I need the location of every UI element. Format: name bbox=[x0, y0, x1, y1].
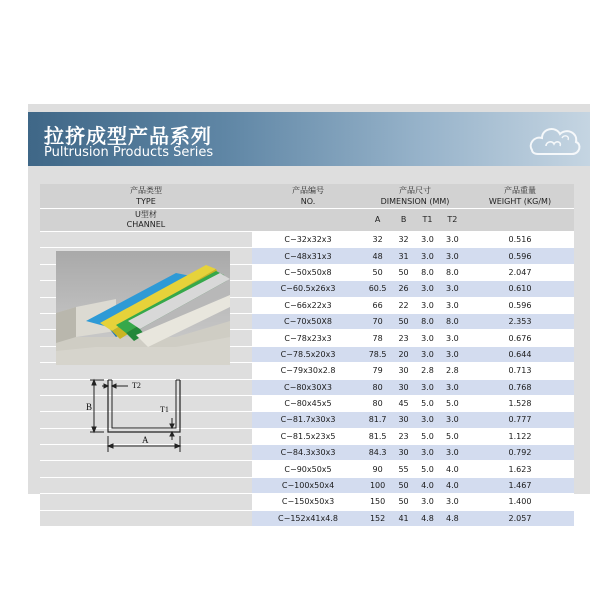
cell-a: 50 bbox=[364, 264, 391, 280]
cell-w: 0.644 bbox=[466, 346, 574, 362]
cell-a: 150 bbox=[364, 494, 391, 510]
header-weight-en: WEIGHT (KG/M) bbox=[488, 197, 552, 206]
cell-b: 30 bbox=[391, 363, 416, 379]
cell-t2: 3.0 bbox=[439, 297, 466, 313]
cell-b: 20 bbox=[391, 346, 416, 362]
cell-t1: 3.0 bbox=[416, 248, 439, 264]
cell-no: C−80x30X3 bbox=[252, 379, 364, 395]
header-no bbox=[252, 184, 364, 209]
cell-a: 66 bbox=[364, 297, 391, 313]
header-col-a: A bbox=[364, 209, 391, 232]
cell-t2: 5.0 bbox=[439, 395, 466, 411]
cell-t1: 5.0 bbox=[416, 461, 439, 477]
table-row bbox=[40, 232, 574, 248]
cell-t2: 4.0 bbox=[439, 477, 466, 493]
cell-w: 0.596 bbox=[466, 248, 574, 264]
header-banner bbox=[28, 112, 590, 166]
cell-w: 1.122 bbox=[466, 428, 574, 444]
cell-a: 48 bbox=[364, 248, 391, 264]
cell-t1: 3.0 bbox=[416, 330, 439, 346]
cell-b: 30 bbox=[391, 445, 416, 461]
cell-w: 0.792 bbox=[466, 445, 574, 461]
header-col-t2: T2 bbox=[439, 209, 466, 232]
subheader-no-blank bbox=[252, 209, 364, 232]
cell-t2: 8.0 bbox=[439, 313, 466, 329]
table-row bbox=[40, 461, 574, 477]
cell-w: 2.047 bbox=[466, 264, 574, 280]
cell-t1: 3.0 bbox=[416, 379, 439, 395]
product-photo bbox=[56, 251, 230, 365]
cell-a: 78.5 bbox=[364, 346, 391, 362]
cell-t1: 3.0 bbox=[416, 281, 439, 297]
cell-a: 81.7 bbox=[364, 412, 391, 428]
table-subheader-row bbox=[40, 209, 574, 232]
cell-t1: 3.0 bbox=[416, 232, 439, 248]
cell-w: 0.610 bbox=[466, 281, 574, 297]
cell-no: C−81.5x23x5 bbox=[252, 428, 364, 444]
cell-b: 50 bbox=[391, 313, 416, 329]
cell-w: 0.777 bbox=[466, 412, 574, 428]
header-weight-cn: 产品重量 bbox=[503, 186, 536, 195]
table-row bbox=[40, 510, 574, 526]
row-gap-cell bbox=[40, 494, 252, 510]
header-no-cn: 产品编号 bbox=[292, 186, 325, 195]
table-row bbox=[40, 494, 574, 510]
label-t1: T1 bbox=[160, 405, 169, 414]
subheader-type bbox=[40, 209, 252, 232]
cell-a: 80 bbox=[364, 379, 391, 395]
row-gap-cell bbox=[40, 461, 252, 477]
cell-t1: 4.0 bbox=[416, 477, 439, 493]
cell-t2: 3.0 bbox=[439, 494, 466, 510]
cell-w: 2.353 bbox=[466, 313, 574, 329]
channel-section-drawing bbox=[84, 372, 204, 458]
cell-a: 78 bbox=[364, 330, 391, 346]
cell-t2: 3.0 bbox=[439, 412, 466, 428]
cell-no: C−100x50x4 bbox=[252, 477, 364, 493]
cell-no: C−78x23x3 bbox=[252, 330, 364, 346]
cell-no: C−50x50x8 bbox=[252, 264, 364, 280]
cell-a: 60.5 bbox=[364, 281, 391, 297]
row-gap-cell bbox=[40, 232, 252, 248]
cell-a: 100 bbox=[364, 477, 391, 493]
cell-b: 23 bbox=[391, 428, 416, 444]
row-gap-cell bbox=[40, 510, 252, 526]
table-row bbox=[40, 477, 574, 493]
cell-t1: 4.8 bbox=[416, 510, 439, 526]
cell-w: 0.596 bbox=[466, 297, 574, 313]
cell-no: C−90x50x5 bbox=[252, 461, 364, 477]
table-header-row bbox=[40, 184, 574, 209]
cell-no: C−81.7x30x3 bbox=[252, 412, 364, 428]
cell-w: 1.623 bbox=[466, 461, 574, 477]
cell-t1: 5.0 bbox=[416, 428, 439, 444]
cell-t1: 3.0 bbox=[416, 494, 439, 510]
cell-no: C−79x30x2.8 bbox=[252, 363, 364, 379]
cell-b: 50 bbox=[391, 494, 416, 510]
cell-t1: 3.0 bbox=[416, 346, 439, 362]
subheader-type-cn: U型材 bbox=[135, 210, 157, 219]
header-col-b: B bbox=[391, 209, 416, 232]
cell-t1: 8.0 bbox=[416, 313, 439, 329]
header-dimension bbox=[364, 184, 466, 209]
cell-no: C−66x22x3 bbox=[252, 297, 364, 313]
cell-no: C−60.5x26x3 bbox=[252, 281, 364, 297]
cell-w: 0.713 bbox=[466, 363, 574, 379]
cell-t1: 2.8 bbox=[416, 363, 439, 379]
cell-no: C−84.3x30x3 bbox=[252, 445, 364, 461]
cell-t2: 3.0 bbox=[439, 248, 466, 264]
cell-b: 31 bbox=[391, 248, 416, 264]
cell-b: 45 bbox=[391, 395, 416, 411]
cell-a: 32 bbox=[364, 232, 391, 248]
cell-t2: 4.0 bbox=[439, 461, 466, 477]
cell-t2: 3.0 bbox=[439, 330, 466, 346]
header-weight bbox=[466, 184, 574, 209]
cell-w: 1.400 bbox=[466, 494, 574, 510]
cell-w: 1.528 bbox=[466, 395, 574, 411]
channel-profiles-image bbox=[56, 251, 230, 365]
cell-a: 81.5 bbox=[364, 428, 391, 444]
cell-t1: 3.0 bbox=[416, 445, 439, 461]
cell-t1: 3.0 bbox=[416, 412, 439, 428]
cell-b: 22 bbox=[391, 297, 416, 313]
label-t2: T2 bbox=[132, 381, 141, 390]
page-title-en: Pultrusion Products Series bbox=[44, 145, 214, 160]
cell-a: 79 bbox=[364, 363, 391, 379]
cell-no: C−150x50x3 bbox=[252, 494, 364, 510]
cell-b: 30 bbox=[391, 379, 416, 395]
cell-no: C−80x45x5 bbox=[252, 395, 364, 411]
cell-b: 30 bbox=[391, 412, 416, 428]
cell-t2: 3.0 bbox=[439, 346, 466, 362]
cell-no: C−48x31x3 bbox=[252, 248, 364, 264]
cell-w: 0.768 bbox=[466, 379, 574, 395]
cell-b: 50 bbox=[391, 477, 416, 493]
cell-t2: 3.0 bbox=[439, 379, 466, 395]
subheader-type-en: CHANNEL bbox=[126, 220, 166, 229]
header-dim-en: DIMENSION (MM) bbox=[380, 197, 450, 206]
cell-b: 32 bbox=[391, 232, 416, 248]
cell-a: 84.3 bbox=[364, 445, 391, 461]
cell-w: 1.467 bbox=[466, 477, 574, 493]
cell-t1: 3.0 bbox=[416, 297, 439, 313]
cell-t2: 5.0 bbox=[439, 428, 466, 444]
label-b: B bbox=[86, 402, 93, 412]
cell-t2: 3.0 bbox=[439, 232, 466, 248]
cell-t1: 8.0 bbox=[416, 264, 439, 280]
cell-b: 26 bbox=[391, 281, 416, 297]
cell-no: C−78.5x20x3 bbox=[252, 346, 364, 362]
cell-t2: 2.8 bbox=[439, 363, 466, 379]
cell-a: 80 bbox=[364, 395, 391, 411]
cell-b: 23 bbox=[391, 330, 416, 346]
header-no-en: NO. bbox=[300, 197, 316, 206]
row-gap-cell bbox=[40, 477, 252, 493]
cell-a: 70 bbox=[364, 313, 391, 329]
cell-t1: 5.0 bbox=[416, 395, 439, 411]
cell-b: 41 bbox=[391, 510, 416, 526]
label-a: A bbox=[142, 435, 149, 445]
cloud-ornament-icon bbox=[526, 120, 582, 160]
cell-w: 0.516 bbox=[466, 232, 574, 248]
cell-no: C−32x32x3 bbox=[252, 232, 364, 248]
cell-t2: 4.8 bbox=[439, 510, 466, 526]
cell-b: 55 bbox=[391, 461, 416, 477]
cell-w: 2.057 bbox=[466, 510, 574, 526]
page-title-cn: 拉挤成型产品系列 bbox=[44, 124, 212, 148]
header-col-t1: T1 bbox=[416, 209, 439, 232]
subheader-weight-blank bbox=[466, 209, 574, 232]
cell-no: C−152x41x4.8 bbox=[252, 510, 364, 526]
cell-a: 152 bbox=[364, 510, 391, 526]
cell-t2: 8.0 bbox=[439, 264, 466, 280]
cell-t2: 3.0 bbox=[439, 445, 466, 461]
cell-w: 0.676 bbox=[466, 330, 574, 346]
header-type bbox=[40, 184, 252, 209]
cell-b: 50 bbox=[391, 264, 416, 280]
cell-a: 90 bbox=[364, 461, 391, 477]
header-type-cn: 产品类型 bbox=[129, 186, 162, 195]
header-type-en: TYPE bbox=[136, 197, 156, 206]
cell-no: C−70x50X8 bbox=[252, 313, 364, 329]
header-dim-cn: 产品尺寸 bbox=[399, 186, 431, 195]
cell-t2: 3.0 bbox=[439, 281, 466, 297]
